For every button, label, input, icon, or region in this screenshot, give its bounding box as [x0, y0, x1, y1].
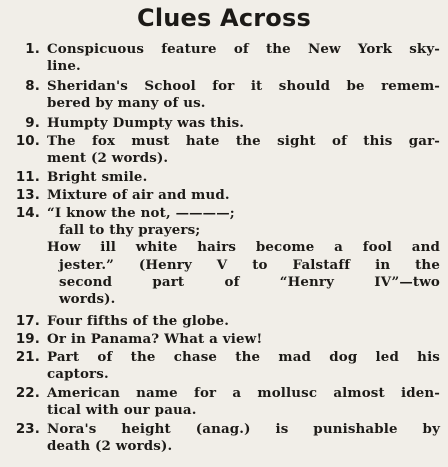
- clue-line: second part of “Henry IV”—two: [59, 273, 440, 290]
- clue-number: 8.: [25, 79, 40, 94]
- clue-line: The fox must hate the sight of this gar-: [47, 133, 440, 149]
- clue-line: Mixture of air and mud.: [47, 187, 230, 203]
- clue-number: 13.: [15, 188, 40, 203]
- clue-number: 17.: [15, 314, 40, 329]
- clue-line: How ill white hairs become a fool and: [47, 239, 440, 256]
- clue-text: [47, 421, 440, 455]
- clue-line: “I know the not, ————;: [47, 205, 235, 221]
- clue-number: 22.: [15, 386, 40, 401]
- clue-number: 10.: [15, 134, 40, 149]
- clue-text: [47, 133, 440, 167]
- clue-text: [47, 313, 440, 330]
- clue-line: death (2 words).: [47, 438, 173, 455]
- clue-text: [47, 41, 440, 75]
- clue-text: [47, 115, 440, 132]
- clue-text: [47, 331, 440, 348]
- clue-line: words).: [59, 291, 116, 308]
- clue-text: [47, 169, 440, 186]
- clue-number: 21.: [15, 350, 40, 365]
- clue-line: jester.” (Henry V to Falstaff in the: [59, 256, 440, 273]
- clue-text: [47, 78, 440, 112]
- clue-number: 19.: [15, 332, 40, 347]
- clue-line: Part of the chase the mad dog led his: [47, 349, 440, 365]
- clue-number: 14.: [15, 206, 40, 221]
- clue-text: [47, 349, 440, 383]
- clue-number: 1.: [25, 42, 40, 57]
- clue-line: Sheridan's School for it should be remem-: [47, 78, 440, 94]
- page-title: Clues Across: [137, 4, 311, 32]
- clue-line: ment (2 words).: [47, 150, 169, 167]
- clue-line: Or in Panama? What a view!: [47, 331, 263, 347]
- clue-number: 11.: [15, 170, 40, 185]
- clue-line: tical with our paua.: [47, 402, 197, 419]
- clue-line: Four fifths of the globe.: [47, 313, 230, 329]
- clue-line: Bright smile.: [47, 169, 148, 185]
- clue-line: captors.: [47, 366, 109, 383]
- clue-line: line.: [47, 58, 81, 75]
- clue-line: American name for a mollusc almost iden-: [47, 385, 440, 401]
- clue-line: Nora's height (anag.) is punishable by: [47, 421, 440, 437]
- clue-text: [47, 385, 440, 419]
- clue-line: fall to thy prayers;: [59, 222, 201, 239]
- clue-text: [47, 205, 440, 308]
- clue-number: 23.: [15, 422, 40, 437]
- clue-text: [47, 187, 440, 204]
- clue-line: Conspicuous feature of the New York sky-: [47, 41, 440, 57]
- clue-number: 9.: [25, 116, 40, 131]
- clue-line: bered by many of us.: [47, 95, 206, 112]
- clue-line: Humpty Dumpty was this.: [47, 115, 245, 131]
